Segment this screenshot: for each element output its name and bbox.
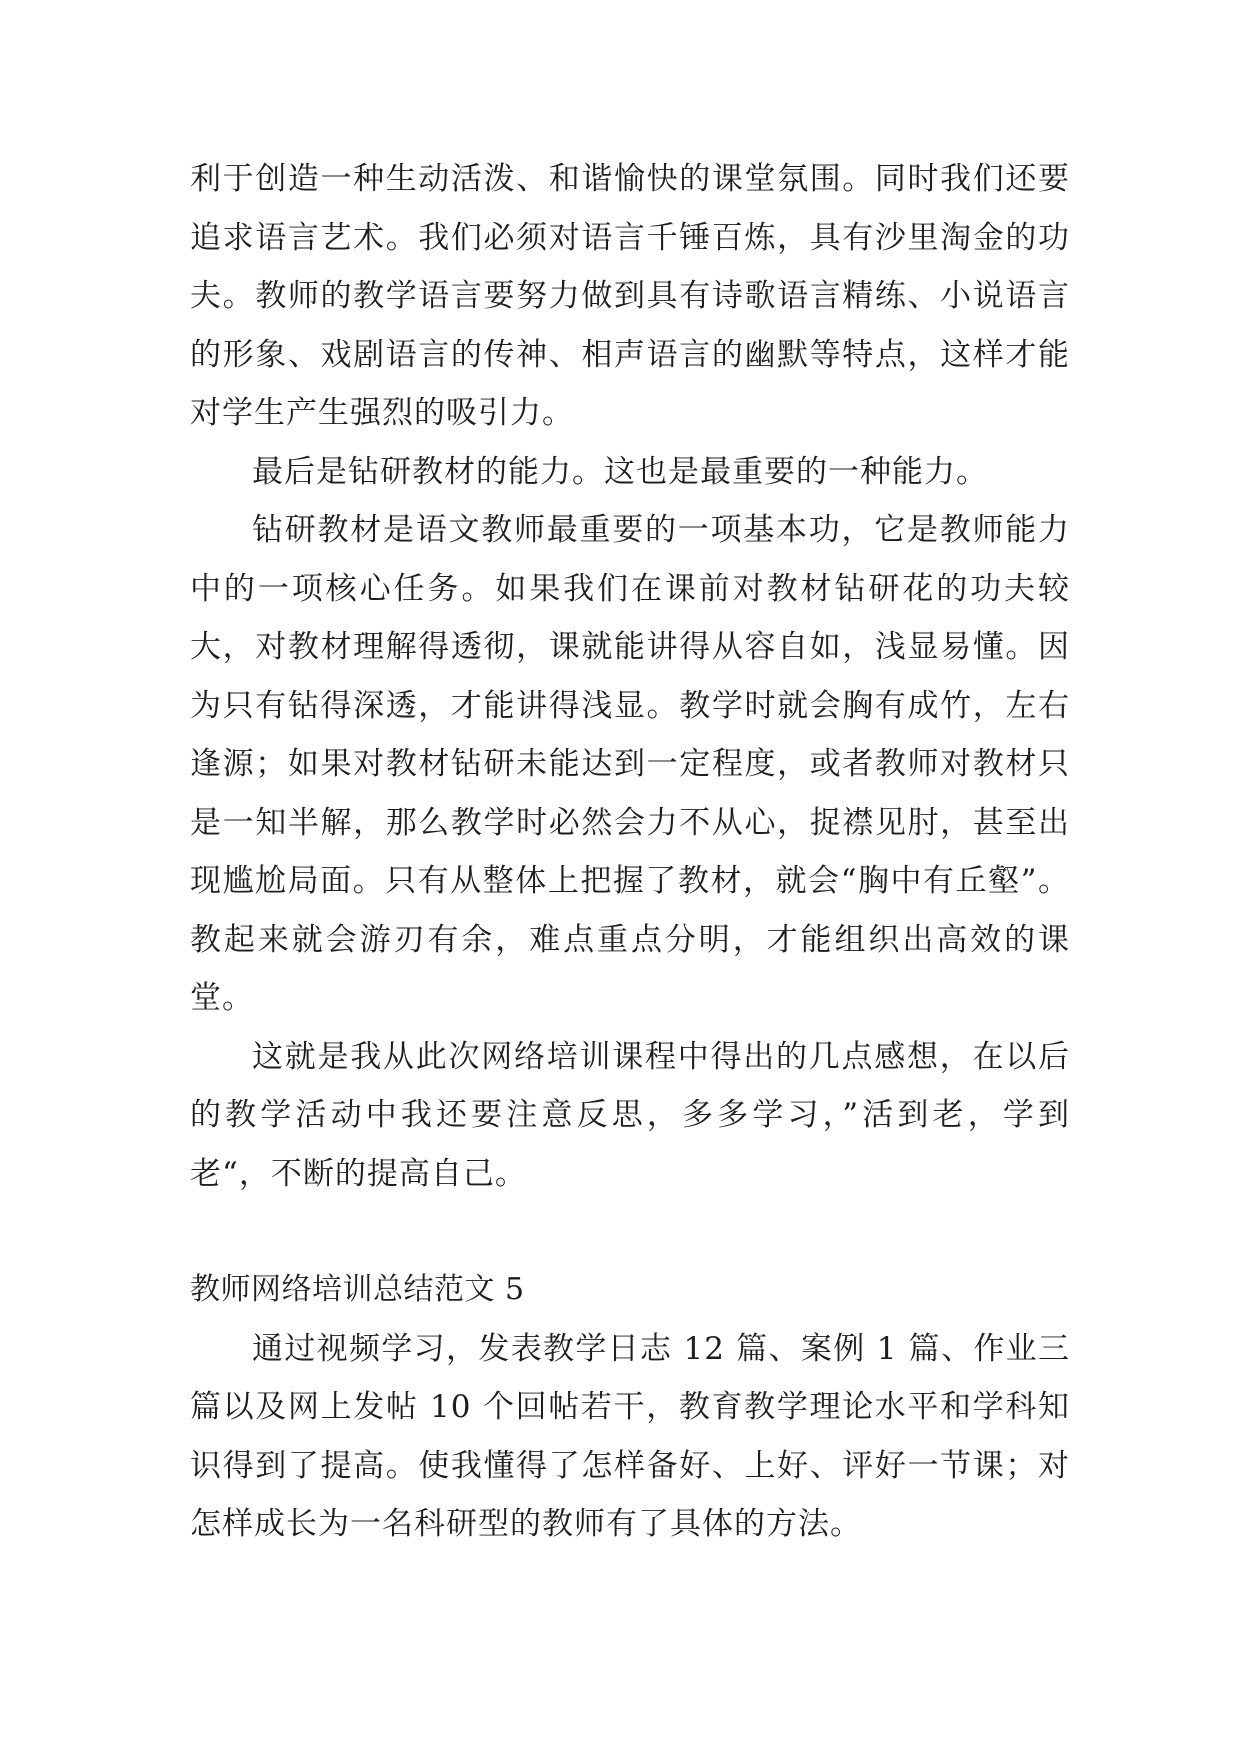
paragraph-4: 这就是我从此次网络培训课程中得出的几点感想，在以后的教学活动中我还要注意反思，多多学习，”活到老，学到老“，不断的提高自己。 (190, 1038, 1070, 1192)
section-title: 教师网络培训总结范文 5 (190, 1272, 525, 1307)
paragraph-2: 最后是钻研教材的能力。这也是最重要的一种能力。 (252, 453, 988, 490)
document-body (190, 150, 1070, 1554)
paragraph-3: 钻研教材是语文教师最重要的一项基本功，它是教师能力中的一项核心任务。如果我们在课前对教材钻研花的功夫较大，对教材理解得透彻，课就能讲得从容自如，浅显易懂。因为只有钻得深透，才能讲得浅显。教学时就会胸有成竹，左右逢源；如果对教材钻研未能达到一定程度，或者教师对教材只是一知半解，那么教学时必然会力不从心，捉襟见肘，甚至出现尴尬局面。只有从整体上把握了教材，就会“胸中有丘壑”。教起来就会游刃有余，难点重点分明，才能组织出高效的课堂。 (190, 512, 1070, 1016)
paragraph-1: 利于创造一种生动活泼、和谐愉快的课堂氛围。同时我们还要追求语言艺术。我们必须对语言千锤百炼，具有沙里淘金的功夫。教师的教学语言要努力做到具有诗歌语言精练、小说语言的形象、戏剧语言的传神、相声语言的幽默等特点，这样才能对学生产生强烈的吸引力。 (190, 161, 1070, 431)
paragraph-5: 通过视频学习，发表教学日志 12 篇、案例 1 篇、作业三篇以及网上发帖 10 个回帖若干，教育教学理论水平和学科知识得到了提高。使我懂得了怎样备好、上好、评好一节课；对怎样成长为一名科研型的教师有了具体的方法。 (190, 1330, 1070, 1542)
section-spacer (190, 1203, 1070, 1261)
